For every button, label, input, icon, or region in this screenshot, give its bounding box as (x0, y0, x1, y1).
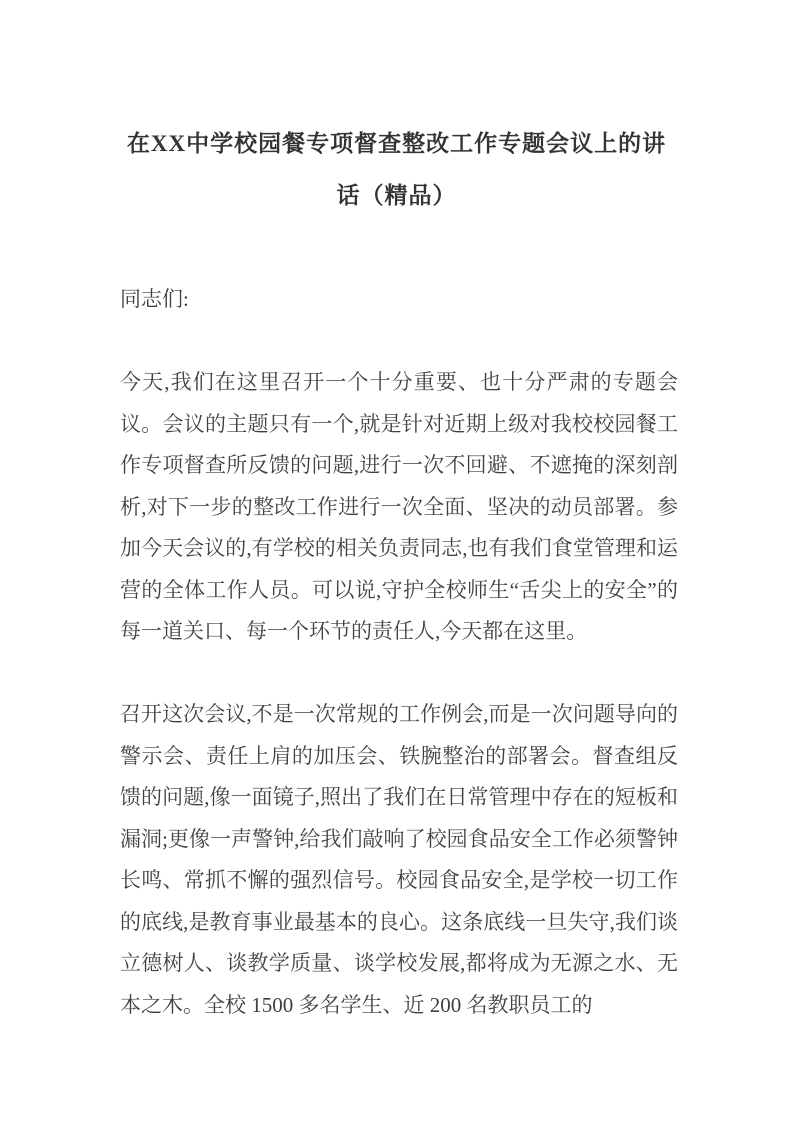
document-title-line-2: 话（精品） (336, 183, 457, 208)
salutation: 同志们: (120, 287, 189, 311)
document-title (0, 0, 793, 222)
paragraph-opening: 今天,我们在这里召开一个十分重要、也十分严肃的专题会议。会议的主题只有一个,就是针对近期上级对我校校园餐工作专项督查所反馈的问题,进行一次不回避、不遮掩的深刻剖析,对下一步的整改工作进行一次全面、坚决的动员部署。参加今天会议的,有学校的相关负责同志,也有我们食堂管理和运营的全体工作人员。可以说,守护全校师生“舌尖上的安全”的每一道关口、每一个环节的责任人,今天都在这里。 (120, 370, 678, 643)
paragraph-meeting-purpose: 召开这次会议,不是一次常规的工作例会,而是一次问题导向的警示会、责任上肩的加压会、铁腕整治的部署会。督查组反馈的问题,像一面镜子,照出了我们在日常管理中存在的短板和漏洞;更像一声警钟,给我们敲响了校园食品安全工作必须警钟长鸣、常抓不懈的强烈信号。校园食品安全,是学校一切工作的底线,是教育事业最基本的良心。这条底线一旦失守,我们谈立德树人、谈教学质量、谈学校发展,都将成为无源之水、无本之木。全校 1500 多名学生、近 200 名教职员工的 (120, 702, 678, 1017)
document-body (120, 279, 678, 1026)
document-title-line-1: 在XX中学校园餐专项督查整改工作专题会议上的讲 (126, 131, 667, 156)
